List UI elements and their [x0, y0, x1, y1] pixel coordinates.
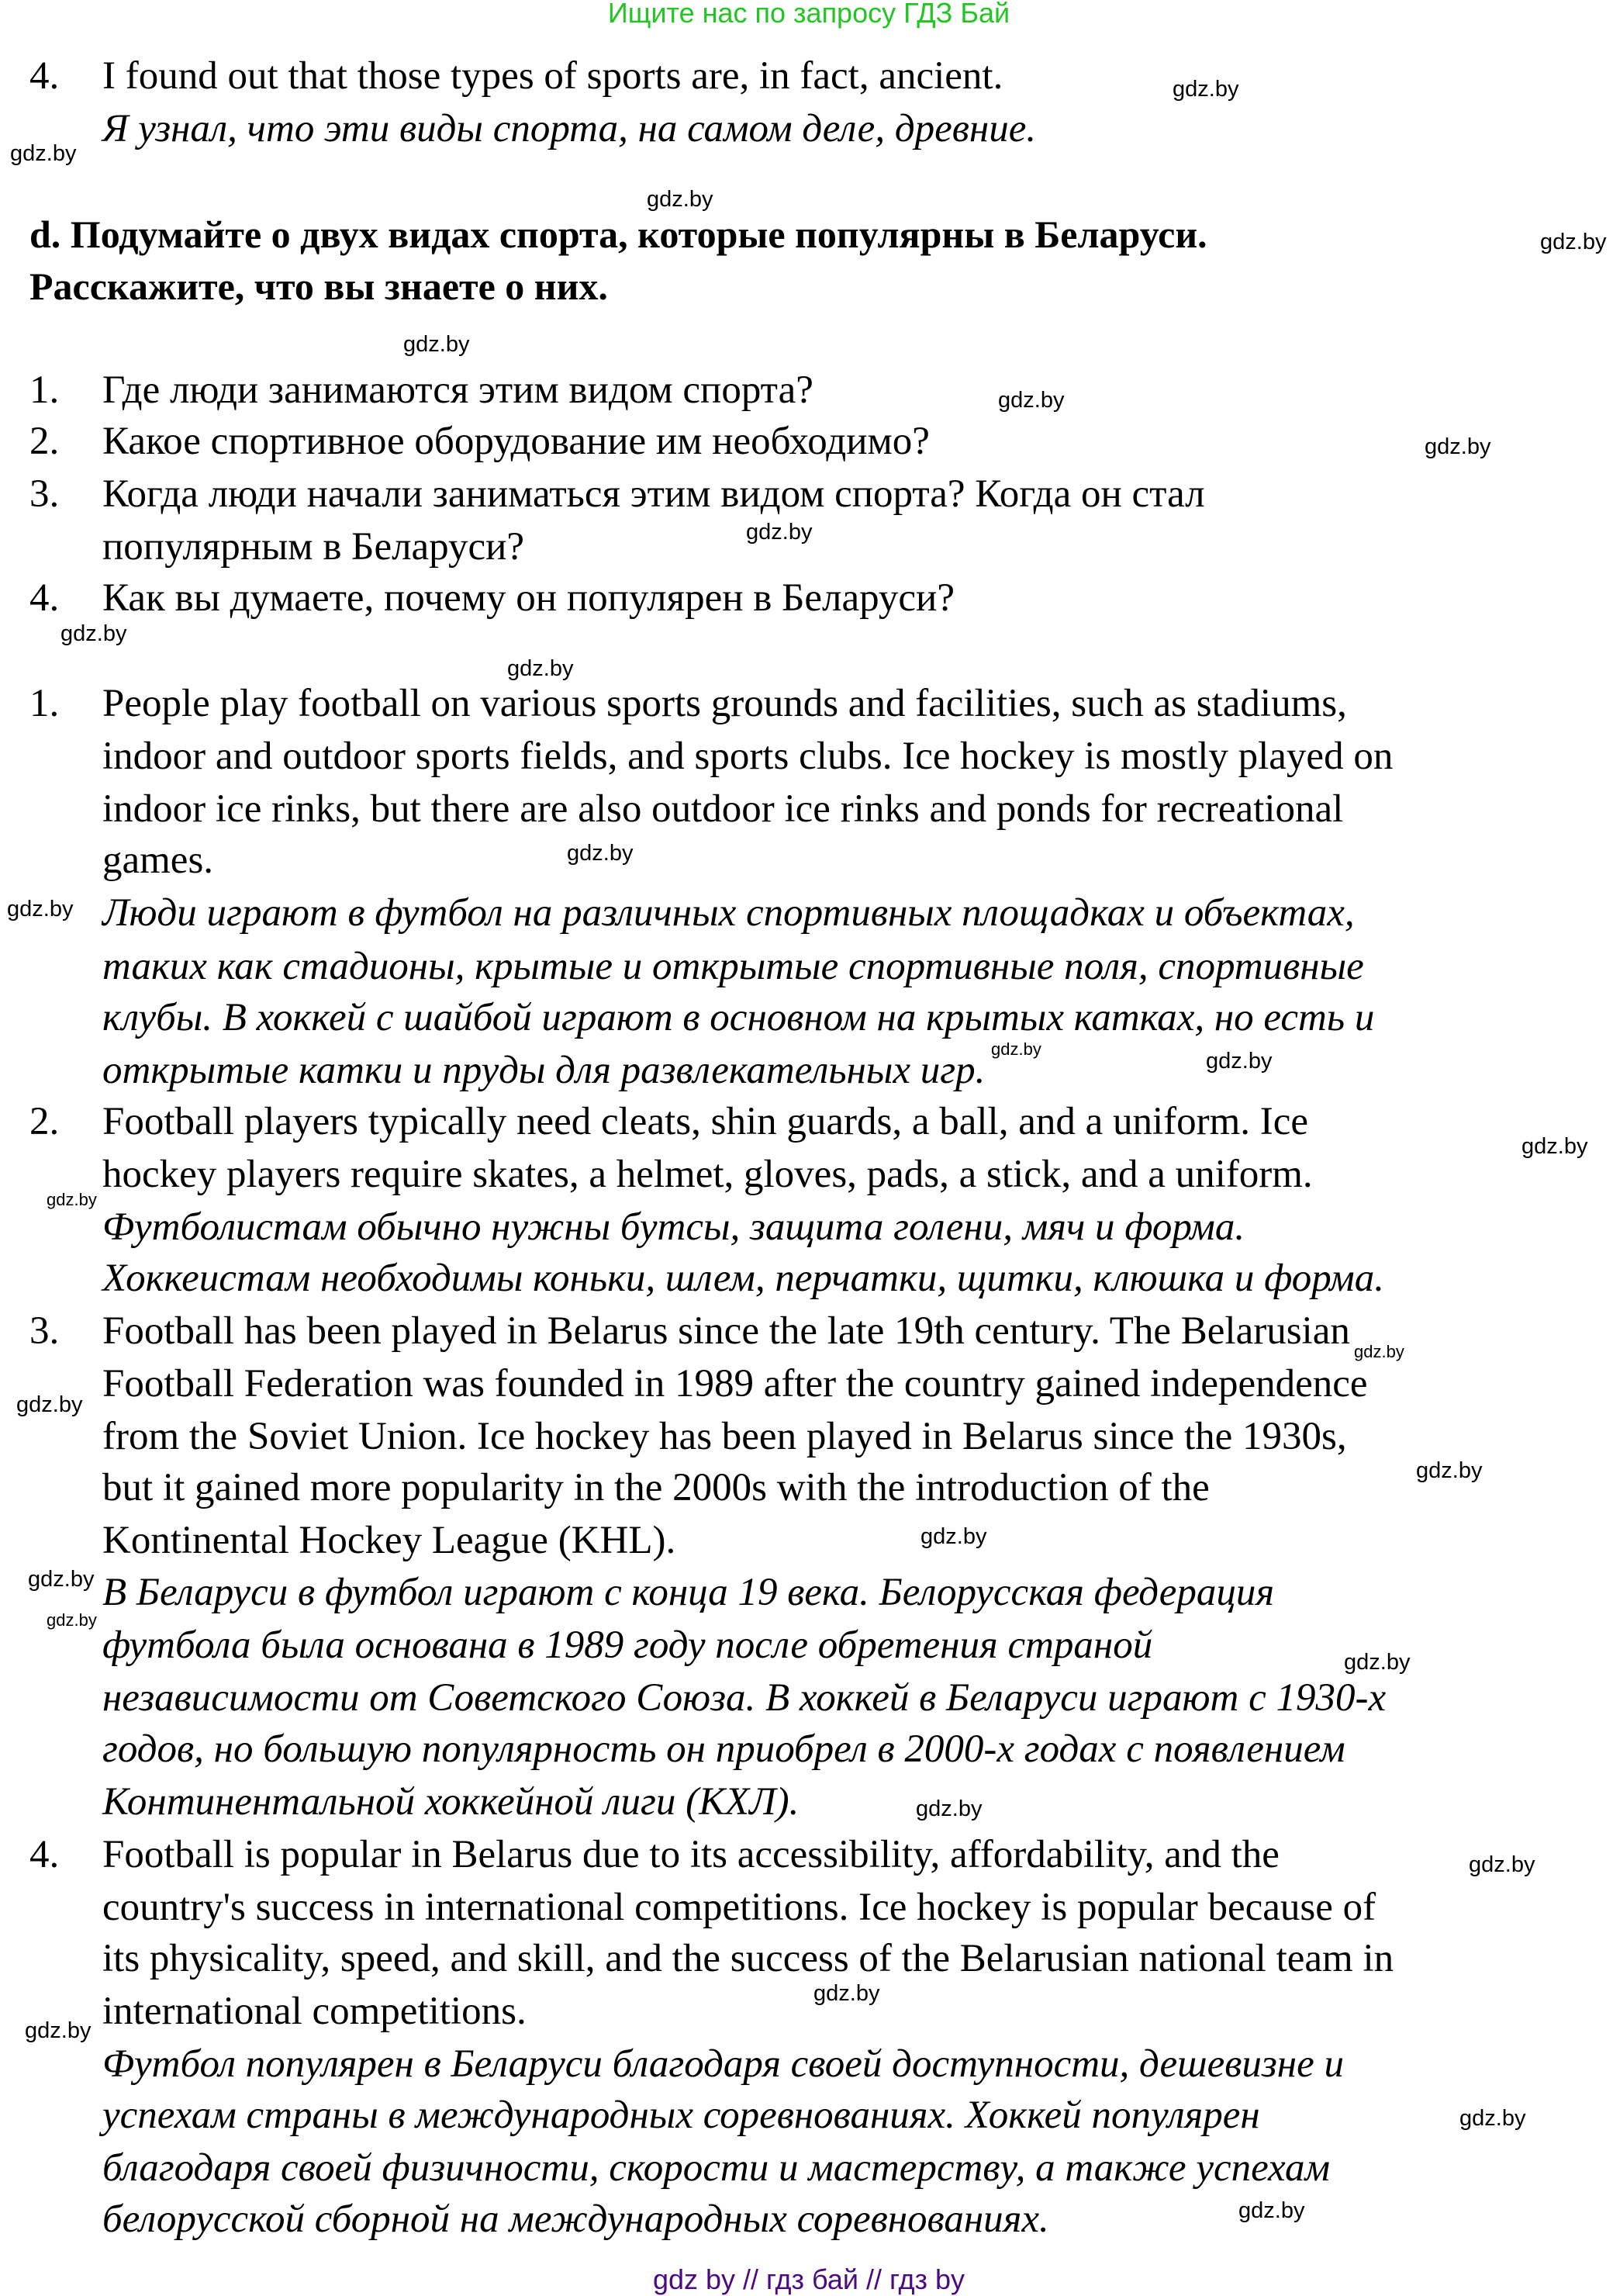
- watermark: gdz.by: [1469, 1852, 1535, 1877]
- watermark: gdz.by: [998, 388, 1065, 413]
- watermark: gdz.by: [16, 1392, 83, 1417]
- answer-english-line: international competitions.: [102, 1990, 527, 2033]
- answer-number: 1.: [29, 682, 60, 725]
- question-number: 3.: [29, 472, 60, 516]
- answer-russian-line: независимости от Советского Союза. В хоккей в Беларуси играют с 1930-х: [102, 1676, 1387, 1720]
- answer-english-line: indoor ice rinks, but there are also outdoor ice rinks and ponds for recreational: [102, 787, 1344, 831]
- watermark: gdz.by: [1416, 1458, 1483, 1483]
- watermark: gdz.by: [647, 187, 713, 212]
- answer-russian-line: таких как стадионы, крытые и открытые спортивные поля, спортивные: [102, 945, 1364, 988]
- watermark: gdz.by: [403, 332, 470, 357]
- answer-english-line: People play football on various sports grounds and facilities, such as stadiums,: [102, 682, 1347, 725]
- answer-english-line: Football has been played in Belarus since the late 19th century. The Belarusian: [102, 1309, 1350, 1353]
- question-text: Какое спортивное оборудование им необходимо?: [102, 420, 930, 463]
- answer-english-line: its physicality, speed, and skill, and the success of the Belarusian national team in: [102, 1937, 1394, 1980]
- answer-english-line: games.: [102, 839, 214, 882]
- question-number: 1.: [29, 368, 60, 412]
- answer-number: 4.: [29, 1833, 60, 1876]
- answer-russian-line: футбола была основана в 1989 году после обретения страной: [102, 1623, 1153, 1667]
- item-number: 4.: [29, 54, 60, 98]
- answer-russian-line: белорусской сборной на международных соревнованиях.: [102, 2197, 1049, 2241]
- answer-russian-line: В Беларуси в футбол играют с конца 19 века. Белорусская федерация: [102, 1571, 1275, 1614]
- watermark: gdz.by: [25, 2018, 92, 2043]
- task-heading: d. Подумайте о двух видах спорта, которые популярны в Беларуси.: [29, 213, 1207, 256]
- question-number: 4.: [29, 576, 60, 620]
- answer-english-line: country's success in international competitions. Ice hockey is popular because of: [102, 1886, 1376, 1929]
- site-footer-links[interactable]: gdz by // гдз бай // гдз by: [652, 2263, 965, 2295]
- question-number: 2.: [29, 420, 60, 463]
- answer-english-line: from the Soviet Union. Ice hockey has been played in Belarus since the 1930s,: [102, 1415, 1347, 1458]
- answer-russian-line: благодаря своей физичности, скорости и мастерству, а также успехам: [102, 2146, 1331, 2190]
- watermark: gdz.by: [47, 1190, 97, 1209]
- answer-english-line: hockey players require skates, a helmet, gloves, pads, a stick, and a uniform.: [102, 1153, 1313, 1196]
- answer-english-line: Football Federation was founded in 1989 after the country gained independence: [102, 1362, 1368, 1406]
- watermark: gdz.by: [1521, 1134, 1588, 1159]
- answer-english-line: Kontinental Hockey League (KHL).: [102, 1519, 676, 1562]
- answer-english-line: indoor and outdoor sports fields, and sports clubs. Ice hockey is mostly played on: [102, 735, 1394, 778]
- answer-russian-line: успехам страны в международных соревнованиях. Хоккей популярен: [102, 2094, 1260, 2137]
- answer-russian-line: клубы. В хоккей с шайбой играют в основном на крытых катках, но есть и: [102, 996, 1375, 1039]
- watermark: gdz.by: [28, 1567, 95, 1592]
- task-heading: Расскажите, что вы знаете о них.: [29, 265, 608, 308]
- answer-russian-line: Футболистам обычно нужны бутсы, защита голени, мяч и форма.: [102, 1205, 1245, 1249]
- answer-russian-line: Люди играют в футбол на различных спортивных площадках и объектах,: [102, 891, 1355, 935]
- watermark: gdz.by: [47, 1610, 97, 1630]
- answer-english-line: but it gained more popularity in the 2000s with the introduction of the: [102, 1466, 1210, 1509]
- watermark: gdz.by: [1540, 230, 1607, 254]
- watermark: gdz.by: [1173, 77, 1239, 102]
- watermark: gdz.by: [813, 1981, 880, 2006]
- question-text: Как вы думаете, почему он популярен в Беларуси?: [102, 576, 955, 620]
- answer-russian-line: Континентальной хоккейной лиги (КХЛ).: [102, 1780, 800, 1824]
- answer-number: 2.: [29, 1100, 60, 1143]
- watermark: gdz.by: [920, 1524, 987, 1549]
- watermark: gdz.by: [1459, 2106, 1526, 2131]
- answer-number: 3.: [29, 1309, 60, 1353]
- watermark: gdz.by: [1238, 2198, 1305, 2223]
- watermark: gdz.by: [60, 621, 127, 646]
- watermark: gdz.by: [1344, 1650, 1411, 1675]
- watermark: gdz.by: [10, 141, 77, 166]
- watermark: gdz.by: [916, 1796, 983, 1821]
- watermark: gdz.by: [746, 520, 813, 545]
- watermark: gdz.by: [1354, 1342, 1404, 1361]
- question-text: популярным в Беларуси?: [102, 525, 525, 569]
- question-text: Где люди занимаются этим видом спорта?: [102, 368, 813, 412]
- watermark: gdz.by: [1206, 1049, 1273, 1074]
- watermark: gdz.by: [991, 1039, 1041, 1059]
- watermark: gdz.by: [567, 841, 634, 866]
- answer-russian-line: годов, но большую популярность он приобрел в 2000-х годах с появлением: [102, 1727, 1345, 1771]
- answer-english-line: Football is popular in Belarus due to its accessibility, affordability, and the: [102, 1833, 1280, 1876]
- watermark: gdz.by: [7, 897, 74, 922]
- watermark: gdz.by: [507, 656, 574, 681]
- watermark: gdz.by: [1425, 434, 1491, 459]
- english-sentence: I found out that those types of sports are, in fact, ancient.: [102, 54, 1003, 98]
- russian-translation: Я узнал, что эти виды спорта, на самом деле, древние.: [102, 107, 1037, 150]
- answer-english-line: Football players typically need cleats, shin guards, a ball, and a uniform. Ice: [102, 1100, 1309, 1143]
- question-text: Когда люди начали заниматься этим видом спорта? Когда он стал: [102, 472, 1205, 516]
- site-banner: Ищите нас по запросу ГДЗ Бай: [607, 0, 1010, 29]
- answer-russian-line: Хоккеистам необходимы коньки, шлем, перчатки, щитки, клюшка и форма.: [102, 1257, 1384, 1300]
- answer-russian-line: Футбол популярен в Беларуси благодаря своей доступности, дешевизне и: [102, 2042, 1344, 2086]
- answer-russian-line: открытые катки и пруды для развлекательных игр.: [102, 1049, 986, 1092]
